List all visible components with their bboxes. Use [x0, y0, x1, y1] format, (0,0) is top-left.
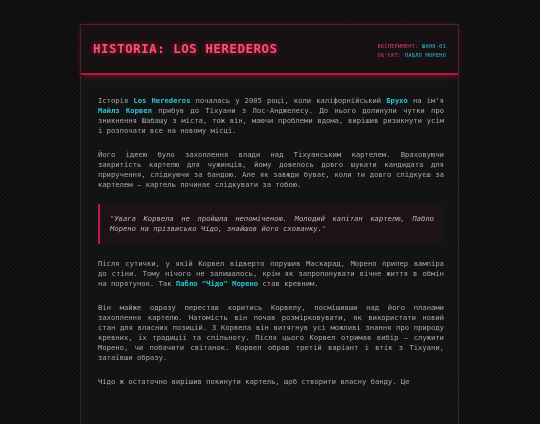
- story-quote: [98, 204, 444, 244]
- text-run: став кревним.: [258, 279, 319, 288]
- text-run: прибув до Тіхуани з Лос-Анджелесу. До нього долинули чутки про зникнення Шабашу з міста, тож він, маючи проблеми вдома, вирішив ризикнути усім і розпочати все на новому місці.: [98, 106, 444, 135]
- text-run: Після сутички, у якій Корвел відверто порушив Маскарад, Морено припер вампіра до стіни. Тому нічого не залишалось, крім як запропонувати вічне життя в обмін на порятунок. Так: [98, 259, 444, 288]
- objective-label: ОБ'ЄКТ:: [377, 53, 402, 59]
- quote-text: Увага Корвела не пройшла непоміченою. Молодий капітан картелю, Пабло Морено на прізвисько Чідо, знайшов його схованку.: [110, 214, 434, 233]
- quote-close: ": [322, 224, 327, 233]
- experiment-label: ЕКСПЕРИМЕНТ:: [377, 44, 419, 50]
- paragraph-intro: [98, 96, 444, 136]
- paragraph-gang: Чідо ж остаточно вирішив покинути картель, щоб створити власну банду. Це: [98, 377, 410, 386]
- clan-name: Брухо: [386, 96, 408, 105]
- experiment-meta: [378, 43, 446, 61]
- objective-line: [378, 52, 446, 61]
- quote-open: ": [110, 214, 115, 223]
- experiment-value: ШАН0-01: [422, 44, 446, 50]
- text-run: Історія: [98, 96, 134, 105]
- text-run: почалась у 2005 році, коли каліфорнійський: [190, 96, 387, 105]
- character-name: Пабло "Чідо" Морено: [175, 279, 259, 288]
- text-run: на ім'я: [407, 96, 444, 105]
- page-title: HISTORIA: LOS HEREDEROS: [93, 41, 278, 56]
- story-content: [98, 96, 444, 401]
- faction-name: Los Herederos: [133, 96, 191, 105]
- paragraph-cartel: Його ідеєю було захоплення влади над Тіхуанським картелем. Враховуючи закритість картелю для чужинців, йому довелось довго шукати кандидата для приручення, слідкуючи за бандою. Але як завжди буває, коли ти довго слідкуєш за картелем — картель починає слідкувати за тобою.: [98, 150, 444, 189]
- character-name: Майлз Корвел: [98, 106, 152, 115]
- paragraph-betrayal: Він майже одразу перестав коритись Корвелу, посмішивши над його планами захоплення картелю. Натомість він почав розмірковувати, як використати новий стан для власних позицій. З Корвела він витягнув усі можливі знання про природу кревних, їх традиції та спільноту. Після цього Корвел отримав вибір — служити Морено, чи побачити світанок. Корвел обрав третій варіант і втік з Тіхуани, затаївши образу.: [98, 303, 444, 362]
- objective-value: ПАБЛО МОРЕНО: [404, 53, 446, 59]
- page-header: [81, 24, 458, 75]
- experiment-line: [378, 43, 446, 52]
- story-panel: [80, 24, 459, 424]
- paragraph-embrace: [98, 259, 444, 289]
